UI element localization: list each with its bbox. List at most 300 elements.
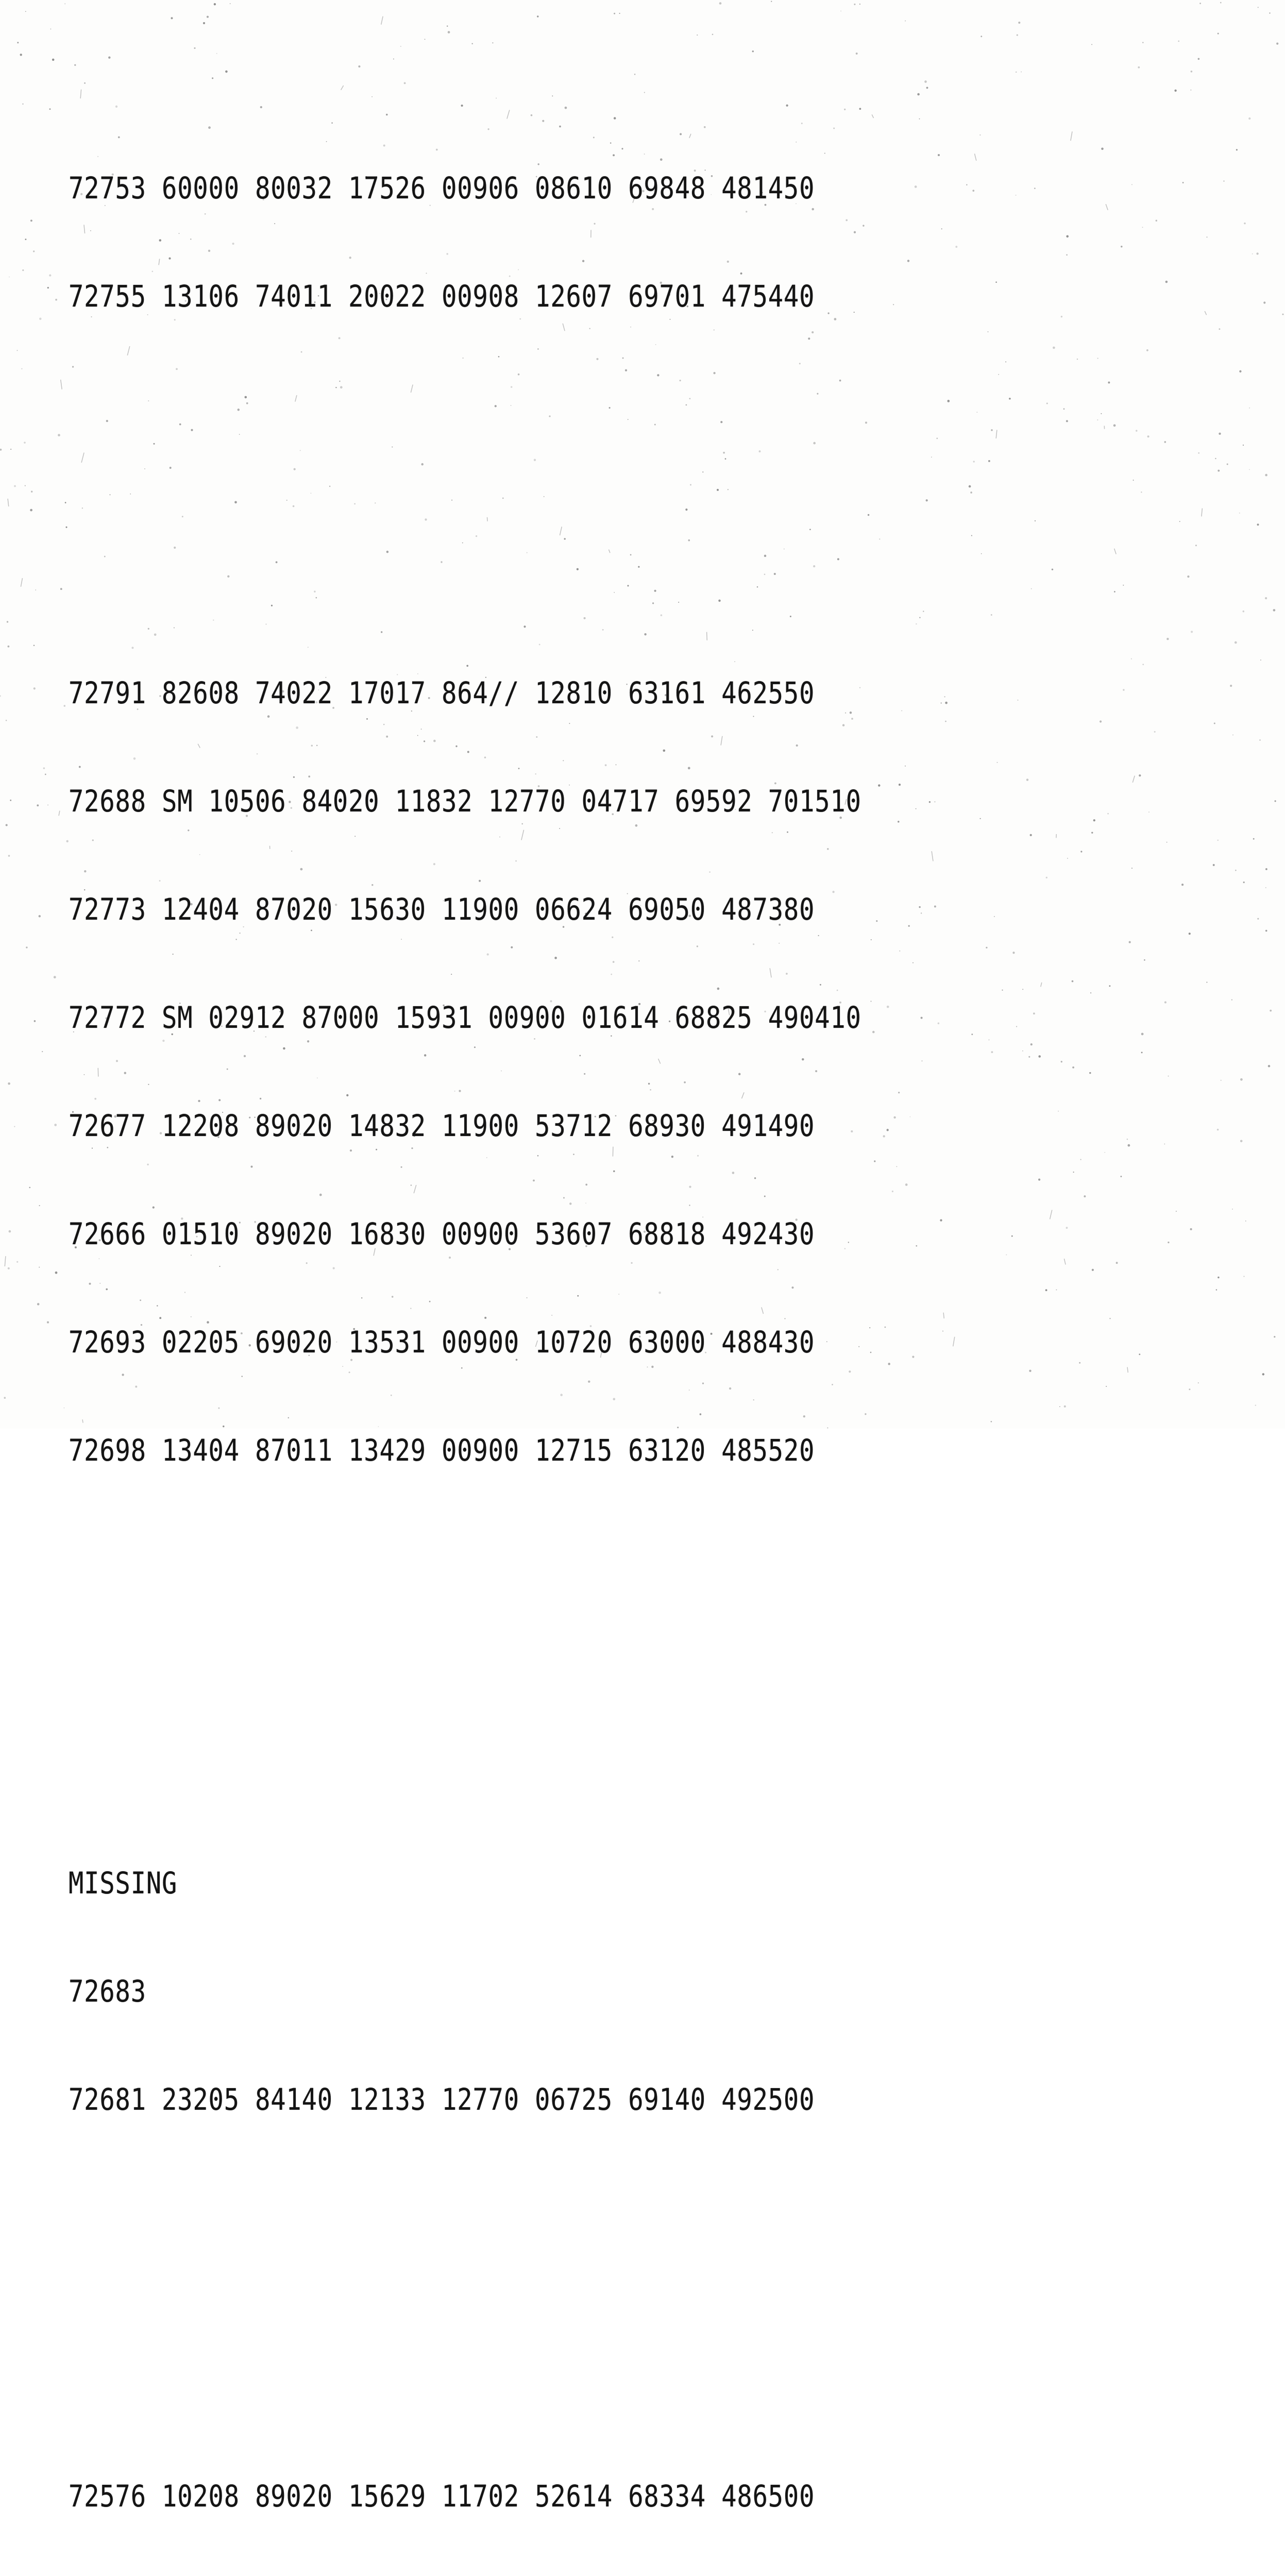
speckle-dot: [1191, 90, 1192, 91]
speckle-dot: [986, 947, 987, 948]
speckle-dot: [54, 1124, 57, 1126]
speckle-dot: [1113, 424, 1116, 427]
speckle-scratch: [872, 114, 873, 118]
speckle-dot: [940, 1219, 942, 1221]
speckle-dot: [1243, 1276, 1244, 1277]
speckle-dot: [1033, 1012, 1035, 1014]
speckle-dot: [1255, 1404, 1256, 1405]
report-group-2: [69, 603, 861, 1540]
speckle-dot: [1141, 492, 1142, 493]
report-group-4: [69, 2406, 861, 2576]
speckle-dot: [1031, 588, 1032, 589]
speckle-dot: [214, 3, 216, 5]
speckle-dot: [1245, 1221, 1246, 1222]
speckle-dot: [1268, 1065, 1271, 1067]
speckle-dot: [955, 246, 957, 248]
speckle-dot: [1131, 184, 1132, 185]
speckle-dot: [1181, 884, 1183, 886]
speckle-dot: [919, 617, 920, 618]
speckle-dot: [1101, 413, 1102, 414]
speckle-dot: [1131, 868, 1132, 869]
speckle-dot: [988, 331, 989, 332]
speckle-dot: [54, 976, 56, 978]
speckle-dot: [31, 490, 32, 492]
printout-text: [69, 26, 861, 2576]
speckle-dot: [976, 412, 977, 413]
speckle-dot: [1168, 1242, 1169, 1243]
speckle-dot: [1021, 72, 1022, 73]
speckle-dot: [1276, 43, 1278, 45]
speckle-scratch: [953, 1337, 955, 1347]
speckle-dot: [8, 646, 10, 648]
speckle-dot: [1257, 918, 1259, 920]
speckle-dot: [26, 946, 27, 948]
speckle-dot: [916, 1245, 917, 1247]
speckle-dot: [1240, 1078, 1243, 1081]
speckle-dot: [1038, 1055, 1041, 1058]
speckle-dot: [207, 16, 209, 18]
speckle-dot: [1275, 800, 1276, 802]
speckle-dot: [966, 184, 967, 185]
speckle-dot: [10, 800, 11, 801]
speckle-dot: [35, 589, 36, 590]
speckle-dot: [203, 22, 205, 24]
report-line: 72772 SM 02912 87000 15931 00900 01614 68825 490410: [69, 999, 861, 1036]
speckle-dot: [887, 1129, 889, 1131]
speckle-scratch: [1106, 204, 1108, 210]
speckle-dot: [171, 17, 173, 19]
speckle-dot: [1077, 359, 1078, 360]
speckle-dot: [1079, 1362, 1080, 1364]
speckle-dot: [1220, 2, 1222, 4]
speckle-dot: [874, 1160, 875, 1162]
speckle-dot: [55, 1272, 58, 1274]
speckle-dot: [1011, 1235, 1013, 1237]
report-line: 72693 02205 69020 13531 00900 10720 63000 488430: [69, 1324, 861, 1360]
speckle-dot: [1174, 90, 1176, 92]
speckle-dot: [16, 1261, 18, 1263]
speckle-dot: [719, 2, 722, 5]
speckle-dot: [614, 13, 615, 14]
speckle-dot: [1056, 1289, 1057, 1290]
speckle-dot: [33, 645, 35, 647]
speckle-dot: [1232, 735, 1233, 736]
report-line: 72576 10208 89020 15629 11702 52614 68334 486500: [69, 2478, 861, 2514]
speckle-dot: [870, 1352, 872, 1353]
speckle-dot: [1223, 180, 1224, 181]
speckle-dot: [9, 277, 10, 278]
speckle-dot: [898, 821, 900, 823]
speckle-dot: [1191, 71, 1193, 73]
speckle-dot: [1142, 42, 1143, 43]
speckle-dot: [1218, 33, 1219, 35]
speckle-dot: [912, 1356, 914, 1358]
speckle-dot: [1045, 1289, 1047, 1291]
speckle-dot: [896, 1166, 897, 1167]
speckle-dot: [871, 1001, 872, 1002]
speckle-dot: [1005, 361, 1006, 362]
speckle-dot: [7, 621, 8, 622]
speckle-dot: [1006, 1255, 1007, 1256]
speckle-dot: [924, 80, 927, 83]
speckle-dot: [1187, 575, 1189, 578]
speckle-dot: [934, 906, 936, 908]
speckle-dot: [1066, 254, 1068, 256]
speckle-dot: [938, 1023, 940, 1025]
speckle-dot: [988, 1039, 989, 1040]
speckle-dot: [1034, 188, 1036, 189]
speckle-dot: [1236, 149, 1238, 150]
speckle-dot: [1260, 659, 1261, 660]
speckle-dot: [1009, 398, 1011, 400]
speckle-dot: [898, 1092, 900, 1093]
speckle-dot: [1178, 41, 1179, 42]
speckle-dot: [1129, 941, 1131, 943]
speckle-dot: [1244, 223, 1245, 224]
speckle-dot: [1072, 1066, 1074, 1069]
speckle-dot: [537, 15, 538, 17]
speckle-dot: [869, 1327, 870, 1328]
speckle-dot: [23, 104, 24, 105]
speckle-dot: [1235, 641, 1237, 644]
speckle-dot: [916, 808, 917, 809]
speckle-dot: [1066, 420, 1068, 422]
speckle-dot: [1263, 301, 1265, 303]
speckle-dot: [49, 274, 51, 276]
speckle-dot: [52, 59, 55, 61]
speckle-dot: [1206, 982, 1207, 983]
speckle-dot: [1091, 832, 1093, 834]
speckle-dot: [50, 28, 51, 29]
speckle-dot: [1214, 722, 1215, 724]
speckle-dot: [1218, 1277, 1220, 1279]
speckle-dot: [973, 461, 975, 462]
speckle-dot: [1121, 246, 1123, 248]
speckle-scratch: [1132, 776, 1135, 783]
speckle-scratch: [61, 380, 62, 389]
speckle-dot: [14, 1126, 15, 1127]
speckle-dot: [878, 784, 880, 786]
speckle-dot: [1217, 840, 1219, 841]
report-line: 72681 23205 84140 12133 12770 06725 69140 492500: [69, 2081, 861, 2117]
speckle-dot: [1265, 930, 1267, 932]
speckle-dot: [1063, 408, 1065, 410]
speckle-dot: [1028, 1056, 1030, 1058]
speckle-dot: [996, 762, 997, 763]
report-group-1: [69, 98, 861, 386]
speckle-dot: [972, 190, 974, 192]
speckle-dot: [970, 492, 972, 494]
speckle-dot: [1142, 664, 1144, 665]
speckle-dot: [0, 695, 1, 697]
speckle-dot: [936, 438, 938, 439]
speckle-dot: [33, 687, 36, 689]
speckle-dot: [1164, 1144, 1165, 1145]
speckle-dot: [1217, 1129, 1219, 1131]
speckle-dot: [899, 784, 901, 786]
speckle-dot: [1198, 58, 1200, 60]
speckle-dot: [1091, 44, 1092, 45]
speckle-dot: [65, 527, 67, 528]
speckle-dot: [1262, 1373, 1264, 1375]
speckle-dot: [1265, 597, 1267, 599]
speckle-dot: [916, 623, 917, 624]
speckle-scratch: [932, 851, 933, 861]
speckle-dot: [879, 538, 880, 539]
speckle-dot: [1219, 433, 1221, 435]
speckle-dot: [991, 614, 992, 616]
speckle-dot: [1030, 834, 1032, 836]
speckle-dot: [1012, 952, 1015, 954]
speckle-dot: [17, 42, 19, 43]
speckle-dot: [43, 767, 45, 769]
speckle-dot: [1106, 1386, 1107, 1387]
speckle-dot: [1230, 685, 1232, 687]
speckle-dot: [1259, 739, 1261, 741]
speckle-dot: [1035, 520, 1036, 521]
speckle-dot: [1120, 1176, 1122, 1177]
speckle-dot: [915, 185, 917, 188]
speckle-dot: [1257, 523, 1259, 526]
missing-group: [69, 1793, 861, 2190]
speckle-scratch: [59, 811, 60, 816]
speckle-dot: [30, 219, 32, 222]
speckle-dot: [6, 720, 7, 721]
speckle-dot: [24, 442, 26, 444]
report-line: 72773 12404 87020 15630 11900 06624 69050 487380: [69, 891, 861, 927]
speckle-dot: [47, 1321, 49, 1324]
speckle-dot: [1231, 999, 1232, 1000]
speckle-dot: [1059, 1406, 1060, 1407]
speckle-dot: [1265, 474, 1267, 477]
speckle-dot: [42, 1051, 43, 1052]
speckle-dot: [64, 705, 65, 706]
speckle-dot: [1219, 328, 1220, 330]
speckle-dot: [1139, 774, 1141, 776]
speckle-dot: [971, 535, 972, 536]
speckle-dot: [25, 11, 26, 12]
speckle-dot: [1206, 236, 1207, 238]
speckle-dot: [865, 1413, 866, 1415]
speckle-dot: [1016, 72, 1017, 73]
speckle-dot: [863, 225, 864, 226]
speckle-dot: [1022, 1050, 1023, 1052]
speckle-dot: [923, 611, 924, 612]
speckle-dot: [969, 485, 971, 488]
speckle-dot: [1243, 611, 1245, 613]
speckle-dot: [20, 54, 22, 56]
speckle-dot: [1165, 281, 1168, 283]
speckle-dot: [981, 553, 982, 554]
speckle-dot: [1133, 480, 1134, 481]
speckle-dot: [991, 1051, 993, 1053]
speckle-dot: [45, 774, 46, 775]
speckle-scratch: [1071, 131, 1072, 141]
speckle-dot: [37, 1303, 40, 1306]
speckle-dot: [1109, 985, 1110, 987]
speckle-dot: [888, 1363, 890, 1365]
speckle-scratch: [381, 16, 383, 25]
speckle-dot: [876, 920, 877, 922]
speckle-dot: [9, 1230, 11, 1233]
speckle-dot: [1080, 851, 1082, 852]
report-line: 72688 SM 10506 84020 11832 12770 04717 69592 701510: [69, 783, 861, 819]
speckle-dot: [917, 93, 920, 96]
speckle-dot: [14, 485, 16, 487]
speckle-dot: [1097, 419, 1098, 420]
speckle-dot: [1116, 1262, 1118, 1264]
speckle-dot: [1216, 1289, 1218, 1291]
speckle-dot: [926, 87, 928, 89]
speckle-dot: [1018, 22, 1020, 24]
speckle-scratch: [943, 1313, 944, 1318]
speckle-dot: [1154, 731, 1156, 733]
speckle-dot: [921, 912, 922, 913]
speckle-dot: [905, 766, 906, 767]
speckle-dot: [871, 939, 872, 940]
speckle-dot: [945, 721, 946, 722]
speckle-dot: [907, 260, 909, 262]
speckle-dot: [1093, 819, 1095, 821]
missing-heading: MISSING: [69, 1865, 861, 1901]
speckle-dot: [1052, 569, 1053, 570]
speckle-dot: [942, 1331, 943, 1332]
speckle-dot: [1061, 1061, 1062, 1062]
speckle-dot: [945, 702, 948, 704]
speckle-dot: [1046, 402, 1048, 404]
speckle-dot: [1114, 591, 1115, 592]
speckle-dot: [39, 318, 42, 320]
speckle-scratch: [1050, 1210, 1052, 1219]
speckle-dot: [1089, 1072, 1091, 1074]
speckle-dot: [39, 1267, 40, 1268]
speckle-dot: [58, 434, 60, 436]
speckle-dot: [8, 1267, 10, 1269]
speckle-dot: [30, 509, 32, 512]
speckle-dot: [994, 916, 995, 917]
speckle-scratch: [1064, 1259, 1066, 1264]
speckle-dot: [1097, 358, 1098, 359]
speckle-dot: [1256, 252, 1258, 255]
speckle-scratch: [1205, 311, 1206, 315]
speckle-dot: [893, 304, 894, 305]
speckle-dot: [991, 429, 993, 431]
speckle-dot: [1147, 435, 1149, 437]
speckle-dot: [980, 818, 981, 819]
speckle-dot: [1046, 877, 1047, 878]
speckle-dot: [1274, 1336, 1275, 1337]
speckle-dot: [905, 20, 906, 21]
speckle-dot: [1156, 220, 1157, 222]
report-line: 72791 82608 74022 17017 864// 12810 63161 462550: [69, 675, 861, 711]
speckle-dot: [4, 1397, 6, 1399]
speckle-dot: [1258, 7, 1259, 8]
speckle-dot: [0, 449, 2, 451]
speckle-dot: [49, 108, 51, 110]
speckle-dot: [929, 801, 931, 803]
speckle-dot: [1139, 1353, 1140, 1355]
speckle-dot: [1176, 1211, 1177, 1212]
speckle-dot: [1265, 887, 1266, 888]
speckle-dot: [1190, 1228, 1192, 1230]
speckle-dot: [1227, 464, 1228, 465]
speckle-dot: [1235, 870, 1237, 871]
speckle-dot: [926, 499, 928, 501]
report-line: 72698 13404 87011 13429 00900 12715 63120 485520: [69, 1432, 861, 1468]
speckle-dot: [1066, 1227, 1068, 1229]
speckle-dot: [892, 1191, 893, 1192]
speckle-dot: [1018, 700, 1019, 701]
speckle-scratch: [1114, 549, 1117, 554]
speckle-dot: [1017, 35, 1018, 36]
speckle-scratch: [975, 154, 976, 161]
speckle-dot: [1142, 227, 1143, 228]
speckle-dot: [1061, 316, 1062, 317]
speckle-dot: [865, 421, 867, 423]
speckle-dot: [941, 228, 942, 229]
speckle-dot: [1218, 470, 1220, 472]
speckle-dot: [47, 287, 49, 289]
speckle-dot: [1213, 864, 1215, 866]
speckle-dot: [1138, 66, 1140, 69]
speckle-dot: [1066, 235, 1069, 238]
speckle-dot: [885, 1327, 886, 1328]
speckle-dot: [1016, 195, 1017, 196]
speckle-dot: [1215, 458, 1216, 460]
speckle-dot: [1038, 1179, 1040, 1181]
speckle-dot: [1148, 811, 1149, 812]
speckle-dot: [931, 456, 932, 457]
speckle-dot: [37, 804, 39, 806]
speckle-dot: [1141, 1052, 1143, 1053]
speckle-dot: [55, 299, 57, 301]
speckle-dot: [912, 962, 914, 963]
speckle-dot: [6, 824, 8, 826]
speckle-dot: [1166, 638, 1169, 640]
speckle-dot: [859, 4, 860, 5]
speckle-dot: [908, 925, 910, 927]
speckle-dot: [1182, 182, 1184, 183]
speckle-dot: [1253, 838, 1255, 840]
speckle-dot: [1030, 1043, 1033, 1045]
speckle-dot: [1104, 1152, 1105, 1153]
speckle-dot: [1141, 1033, 1144, 1036]
speckle-dot: [1123, 689, 1124, 690]
speckle-dot: [995, 281, 997, 283]
speckle-dot: [39, 1205, 40, 1206]
speckle-dot: [1016, 1026, 1017, 1027]
speckle-dot: [905, 1183, 908, 1186]
speckle-dot: [1199, 3, 1201, 4]
speckle-dot: [29, 1187, 31, 1189]
speckle-dot: [872, 1031, 875, 1033]
speckle-dot: [1002, 990, 1003, 991]
speckle-dot: [998, 374, 999, 375]
speckle-dot: [921, 1017, 923, 1019]
speckle-dot: [883, 1135, 885, 1137]
speckle-dot: [1191, 631, 1193, 633]
speckle-dot: [1249, 408, 1250, 409]
speckle-dot: [1128, 1144, 1130, 1147]
report-line: 72755 13106 74011 20022 00908 12607 69701 475440: [69, 278, 861, 314]
speckle-dot: [1179, 521, 1180, 522]
speckle-dot: [1166, 842, 1168, 843]
speckle-dot: [8, 1082, 10, 1085]
speckle-dot: [1072, 980, 1074, 982]
speckle-dot: [919, 118, 920, 120]
speckle-dot: [991, 1421, 992, 1422]
speckle-dot: [944, 696, 945, 697]
